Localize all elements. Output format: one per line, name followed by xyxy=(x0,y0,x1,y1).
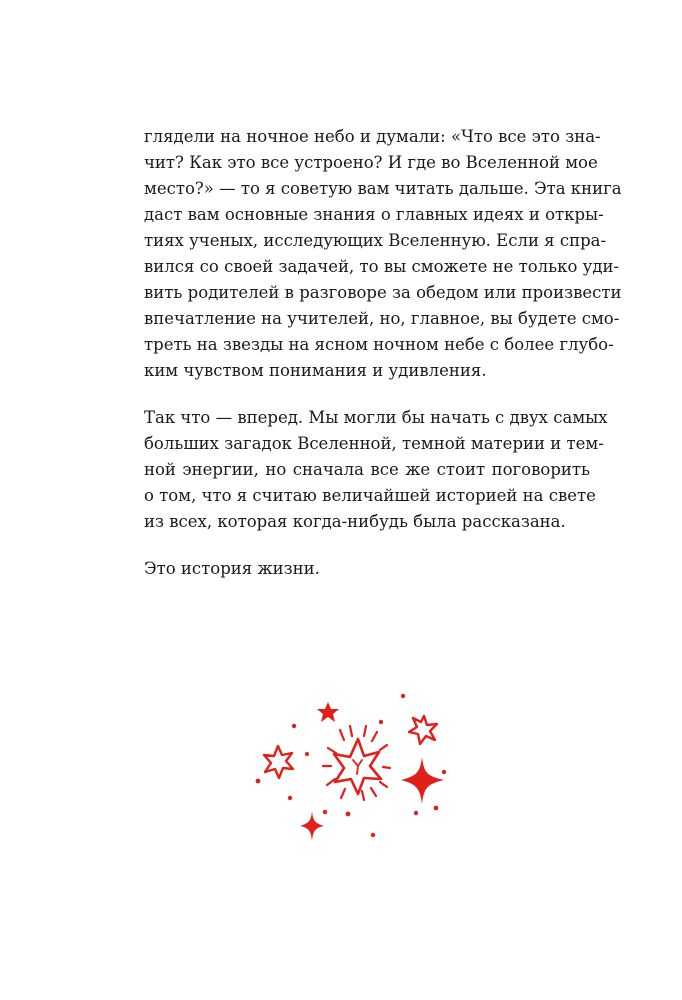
burst-detail xyxy=(353,760,362,774)
text-line: ной энергии, но сначала все же стоит поговорить xyxy=(144,460,590,479)
text-line: из всех, которая когда-нибудь была рассказана. xyxy=(144,512,566,531)
text-line: вился со своей задачей, то вы сможете не только уди- xyxy=(144,257,620,276)
paragraph-3 xyxy=(144,556,590,582)
paragraph-gap xyxy=(144,535,590,556)
text-line: больших загадок Вселенной, темной материи и тем- xyxy=(144,434,604,453)
small-filled-star xyxy=(317,702,339,722)
text-line: ким чувством понимания и удивления. xyxy=(144,361,487,380)
paragraph-2 xyxy=(144,405,608,535)
text-line: треть на звезды на ясном ночном небе с более глубо- xyxy=(144,335,614,354)
text-line: впечатление на учителей, но, главное, вы будете смо- xyxy=(144,309,620,328)
stars-doodle-icon xyxy=(240,690,460,860)
text-line: вить родителей в разговоре за обедом или произвести xyxy=(144,283,622,302)
text-line: глядели на ночное небо и думали: «Что все это зна- xyxy=(144,127,601,146)
text-line: о том, что я считаю величайшей историей на свете xyxy=(144,486,596,505)
text-line: чит? Как это все устроено? И где во Вселенной мое xyxy=(144,153,598,172)
dots xyxy=(256,694,447,837)
paragraph-1 xyxy=(144,124,622,384)
text-line: Это история жизни. xyxy=(144,559,320,578)
body-text xyxy=(144,124,622,582)
top-right-star xyxy=(409,716,437,744)
small-sparkle xyxy=(300,811,324,841)
text-line: даст вам основные знания о главных идеях и откры- xyxy=(144,205,604,224)
left-star xyxy=(264,746,293,778)
text-line: тиях ученых, исследующих Вселенную. Если я спра- xyxy=(144,231,607,250)
big-sparkle xyxy=(401,757,444,804)
text-line: Так что — вперед. Мы могли бы начать с двух самых xyxy=(144,408,608,427)
paragraph-gap xyxy=(144,384,590,405)
text-line: место?» — то я советую вам читать дальше. Эта книга xyxy=(144,179,622,198)
